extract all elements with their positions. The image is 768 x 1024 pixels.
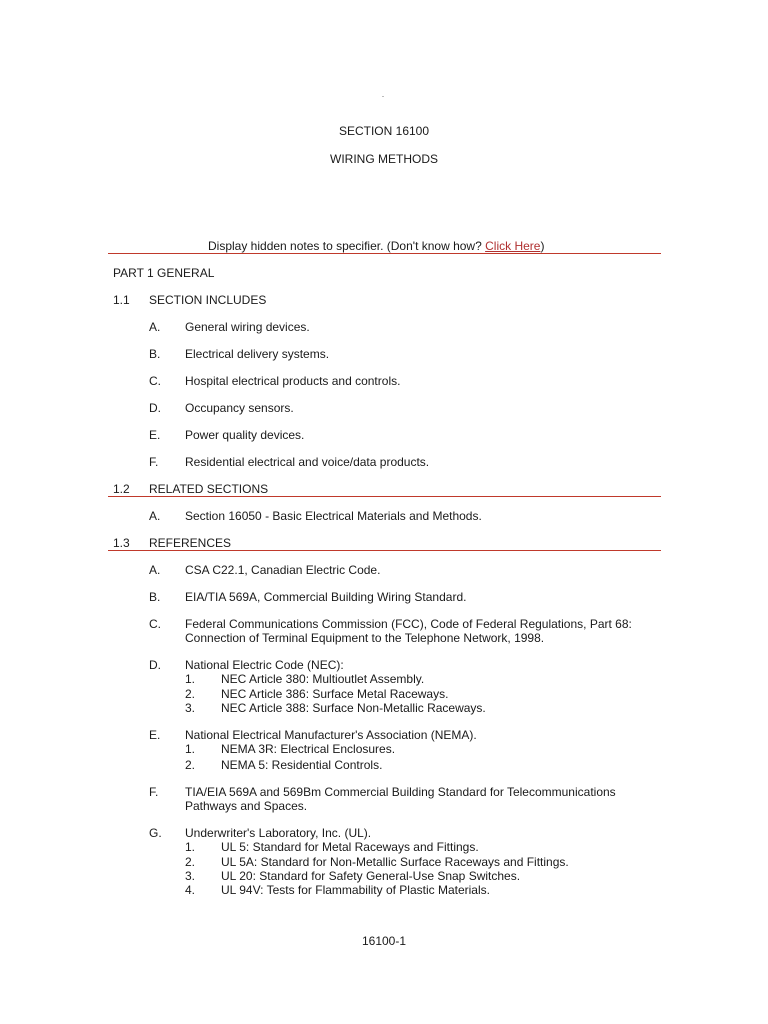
list-letter: D.	[149, 658, 161, 672]
sub-item: UL 5: Standard for Metal Raceways and Fittings.	[221, 840, 479, 854]
note-suffix: )	[540, 239, 545, 253]
list-item: National Electrical Manufacturer's Association (NEMA).	[185, 728, 477, 742]
sub-item: NEMA 3R: Electrical Enclosures.	[221, 742, 396, 756]
list-item: TIA/EIA 569A and 569Bm Commercial Building Standard for Telecommunications	[185, 785, 616, 799]
list-item: Federal Communications Commission (FCC), Code of Federal Regulations, Part 68:	[185, 617, 632, 631]
list-letter: E.	[149, 428, 161, 442]
article-title: SECTION INCLUDES	[149, 293, 267, 307]
list-item: General wiring devices.	[185, 320, 310, 334]
divider-rule	[108, 550, 661, 551]
sub-number: 1.	[185, 840, 196, 854]
list-letter: A.	[149, 320, 161, 334]
list-item: Residential electrical and voice/data products.	[185, 455, 430, 469]
page-number: 16100-1	[361, 934, 407, 948]
sub-item: NEC Article 388: Surface Non-Metallic Raceways.	[221, 701, 486, 715]
sub-item: NEMA 5: Residential Controls.	[221, 758, 383, 772]
list-letter: F.	[149, 455, 159, 469]
list-item-continuation: Pathways and Spaces.	[185, 799, 308, 813]
list-letter: C.	[149, 617, 161, 631]
list-letter: B.	[149, 590, 161, 604]
divider-rule	[108, 253, 661, 254]
sub-item: UL 5A: Standard for Non-Metallic Surface Raceways and Fittings.	[221, 855, 569, 869]
article-number: 1.2	[113, 482, 130, 496]
page-mark	[382, 96, 384, 97]
sub-item: NEC Article 380: Multioutlet Assembly.	[221, 672, 425, 686]
article-title: REFERENCES	[149, 536, 232, 550]
click-here-link[interactable]: Click Here	[485, 239, 541, 253]
section-title: WIRING METHODS	[330, 152, 438, 166]
list-item: Power quality devices.	[185, 428, 305, 442]
list-letter: A.	[149, 563, 161, 577]
list-letter: G.	[149, 826, 162, 840]
list-item-continuation: Connection of Terminal Equipment to the Telephone Network, 1998.	[185, 631, 545, 645]
list-item: National Electric Code (NEC):	[185, 658, 344, 672]
sub-number: 1.	[185, 672, 196, 686]
sub-item: NEC Article 386: Surface Metal Raceways.	[221, 687, 449, 701]
list-letter: C.	[149, 374, 161, 388]
list-letter: E.	[149, 728, 161, 742]
part-heading: PART 1 GENERAL	[113, 266, 215, 280]
section-number: SECTION 16100	[338, 124, 430, 138]
list-item: Hospital electrical products and controls.	[185, 374, 401, 388]
list-letter: A.	[149, 509, 161, 523]
article-title: RELATED SECTIONS	[149, 482, 269, 496]
divider-rule	[108, 496, 661, 497]
sub-number: 3.	[185, 701, 196, 715]
sub-number: 2.	[185, 758, 196, 772]
article-number: 1.1	[113, 293, 130, 307]
list-letter: F.	[149, 785, 159, 799]
list-item: CSA C22.1, Canadian Electric Code.	[185, 563, 381, 577]
list-letter: D.	[149, 401, 161, 415]
list-letter: B.	[149, 347, 161, 361]
article-number: 1.3	[113, 536, 130, 550]
list-item: EIA/TIA 569A, Commercial Building Wiring Standard.	[185, 590, 467, 604]
sub-item: UL 94V: Tests for Flammability of Plastic Materials.	[221, 883, 490, 897]
list-item: Section 16050 - Basic Electrical Materials and Methods.	[185, 509, 482, 523]
list-item: Occupancy sensors.	[185, 401, 294, 415]
sub-number: 4.	[185, 883, 196, 897]
note-text: Display hidden notes to specifier. (Don't know how?	[208, 239, 486, 253]
sub-number: 1.	[185, 742, 196, 756]
sub-item: UL 20: Standard for Safety General-Use Snap Switches.	[221, 869, 521, 883]
sub-number: 2.	[185, 855, 196, 869]
specifier-note	[208, 239, 544, 253]
sub-number: 2.	[185, 687, 196, 701]
list-item: Electrical delivery systems.	[185, 347, 330, 361]
list-item: Underwriter's Laboratory, Inc. (UL).	[185, 826, 372, 840]
sub-number: 3.	[185, 869, 196, 883]
